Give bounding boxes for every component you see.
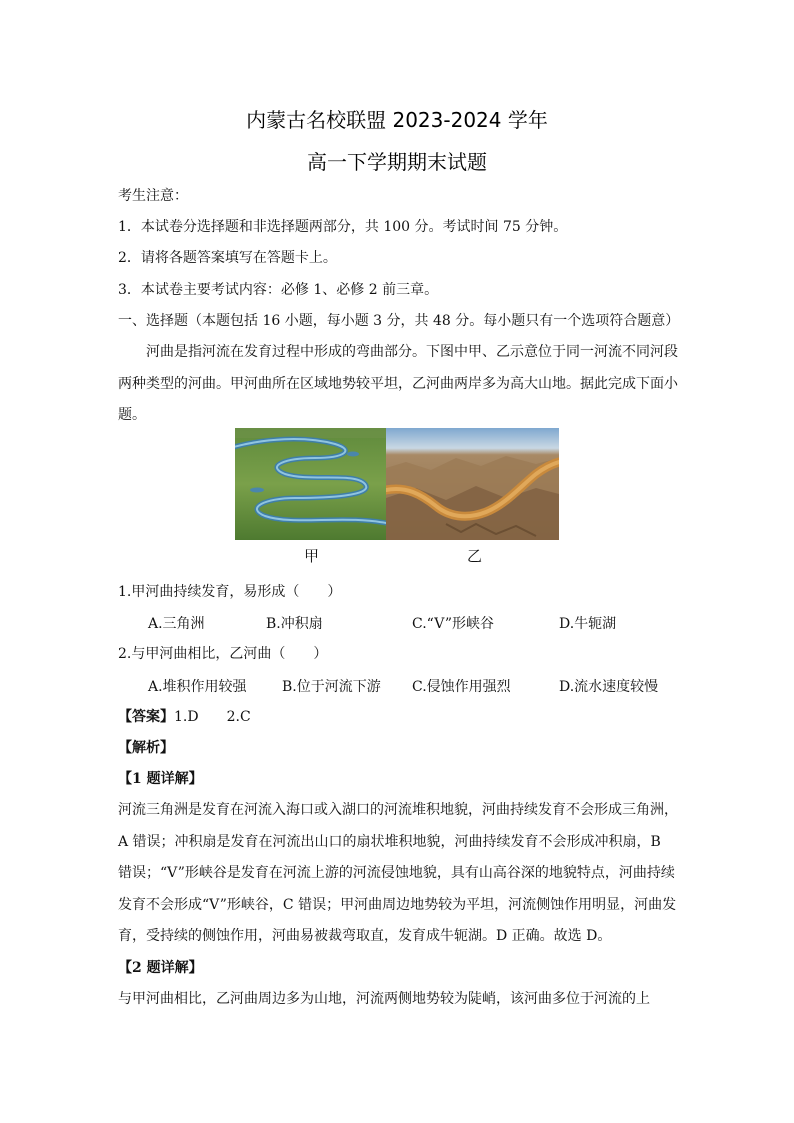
q2-analysis-text: 与甲河曲相比，乙河曲周边多为山地，河流两侧地势较为陡峭，该河曲多位于河流的上	[118, 991, 650, 1007]
q2-option-a: A.堆积作用较强	[148, 679, 247, 695]
section-heading: 一、选择题（本题包括 16 小题，每小题 3 分，共 48 分。每小题只有一个选项符合题意）	[118, 313, 680, 329]
q2-option-c: C.侵蚀作用强烈	[412, 679, 511, 695]
q1-option-d: D.牛轭湖	[559, 616, 617, 632]
meander-photo-yi	[386, 428, 559, 540]
q2-analysis-label: 【2 题详解】	[118, 960, 203, 976]
notice-item-2: 2．请将各题答案填写在答题卡上。	[118, 250, 337, 266]
q1-analysis-text: 河流三角洲是发育在河流入海口或入湖口的河流堆积地貌，河曲持续发育不会形成三角洲，A 错误；冲积扇是发育在河流出山口的扇状堆积地貌，河曲持续发育不会形成冲积扇，B 错误；“V”形峡谷是发育在河流上游的河流侵蚀地貌，具有山高谷深的地貌特点，河曲持续发育不会形成“V”形峡谷，C 错误；甲河曲周边地势较为平坦，河流侧蚀作用明显，河曲发育，受持续的侧蚀作用，河曲易被裁弯取直，发育成牛轭湖。D 正确。故选 D。	[118, 802, 678, 945]
question-intro: 河曲是指河流在发育过程中形成的弯曲部分。下图中甲、乙示意位于同一河流不同河段两种类型的河曲。甲河曲所在区域地势较平坦，乙河曲两岸多为高大山地。据此完成下面小题。	[118, 344, 678, 424]
q1-option-c: C.“V”形峡谷	[412, 616, 494, 632]
q2-option-d: D.流水速度较慢	[559, 679, 659, 695]
answer-text: 1.D 2.C	[174, 709, 251, 725]
figure-caption-yi: 乙	[467, 547, 483, 565]
q1-option-a: A.三角洲	[148, 616, 205, 632]
notice-heading: 考生注意：	[118, 188, 188, 204]
notice-item-1: 1．本试卷分选择题和非选择题两部分，共 100 分。考试时间 75 分钟。	[118, 219, 568, 235]
q1-analysis-label: 【1 题详解】	[118, 771, 203, 787]
question-2-stem: 2.与甲河曲相比，乙河曲（ ）	[118, 646, 328, 662]
river-meander-figure	[235, 428, 559, 540]
notice-item-3: 3．本试卷主要考试内容：必修 1、必修 2 前三章。	[118, 282, 439, 298]
doc-title-line2: 高一下学期期末试题	[307, 150, 487, 174]
q2-option-b: B.位于河流下游	[282, 679, 381, 695]
doc-title-line1: 内蒙古名校联盟 2023-2024 学年	[246, 108, 548, 132]
answer-line	[118, 707, 678, 727]
question-1-stem: 1.甲河曲持续发育，易形成（ ）	[118, 584, 342, 600]
q1-option-b: B.冲积扇	[266, 616, 323, 632]
meander-photo-jia	[235, 428, 386, 540]
analysis-label: 【解析】	[118, 740, 174, 756]
figure-caption-jia: 甲	[304, 547, 320, 565]
answer-label: 【答案】	[118, 709, 174, 725]
